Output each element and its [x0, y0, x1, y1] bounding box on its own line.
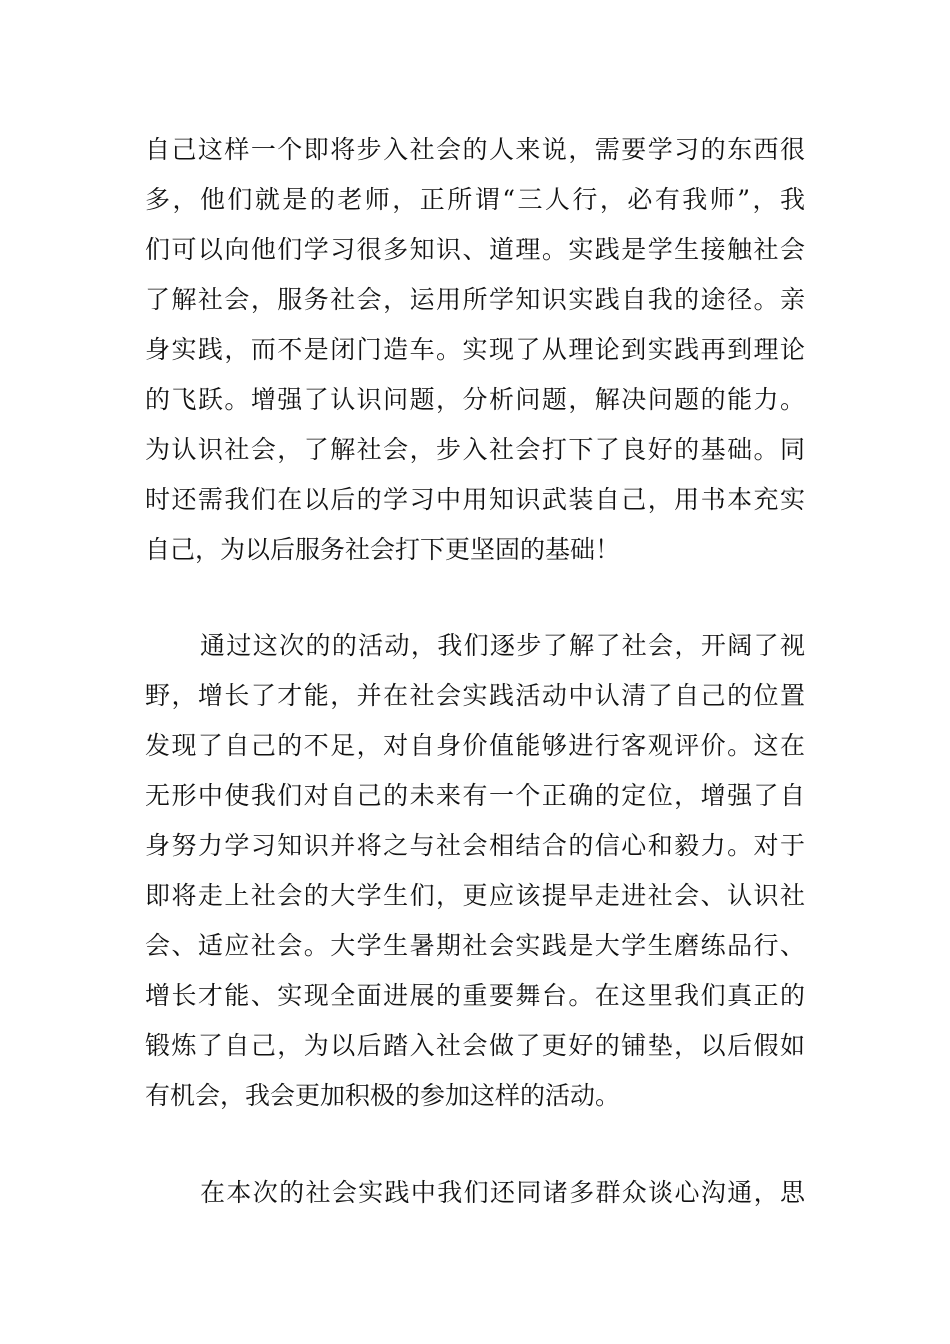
text-line: 在本次的社会实践中我们还同诸多群众谈心沟通，思	[200, 1178, 805, 1207]
text-line: 自己，为以后服务社会打下更坚固的基础！	[145, 535, 621, 564]
text-line: 即将走上社会的大学生们，更应该提早走进社会、认识社	[145, 881, 805, 910]
text-line: 为认识社会，了解社会，步入社会打下了良好的基础。同	[145, 435, 805, 464]
text-line: 无形中使我们对自己的未来有一个正确的定位，增强了自	[145, 781, 805, 810]
text-line: 们可以向他们学习很多知识、道理。实践是学生接触社会	[145, 235, 805, 264]
text-line: 自己这样一个即将步入社会的人来说，需要学习的东西很	[145, 135, 805, 164]
text-line: 发现了自己的不足，对自身价值能够进行客观评价。这在	[145, 731, 805, 760]
text-line: 多，他们就是的老师，正所谓“三人行，必有我师”，我	[145, 185, 805, 214]
text-line: 有机会，我会更加积极的参加这样的活动。	[145, 1081, 621, 1110]
text-line: 了解社会，服务社会，运用所学知识实践自我的途径。亲	[145, 285, 805, 314]
text-line: 时还需我们在以后的学习中用知识武装自己，用书本充实	[145, 485, 805, 514]
text-line: 增长才能、实现全面进展的重要舞台。在这里我们真正的	[145, 981, 805, 1010]
text-line: 身努力学习知识并将之与社会相结合的信心和毅力。对于	[145, 831, 805, 860]
text-line: 身实践，而不是闭门造车。实现了从理论到实践再到理论	[145, 335, 805, 364]
text-line: 野，增长了才能，并在社会实践活动中认清了自己的位置	[145, 681, 805, 710]
text-line: 通过这次的的活动，我们逐步了解了社会，开阔了视	[200, 631, 805, 660]
text-line: 锻炼了自己，为以后踏入社会做了更好的铺垫，以后假如	[145, 1031, 805, 1060]
text-line: 的飞跃。增强了认识问题，分析问题，解决问题的能力。	[145, 385, 805, 414]
text-line: 会、适应社会。大学生暑期社会实践是大学生磨练品行、	[145, 931, 805, 960]
